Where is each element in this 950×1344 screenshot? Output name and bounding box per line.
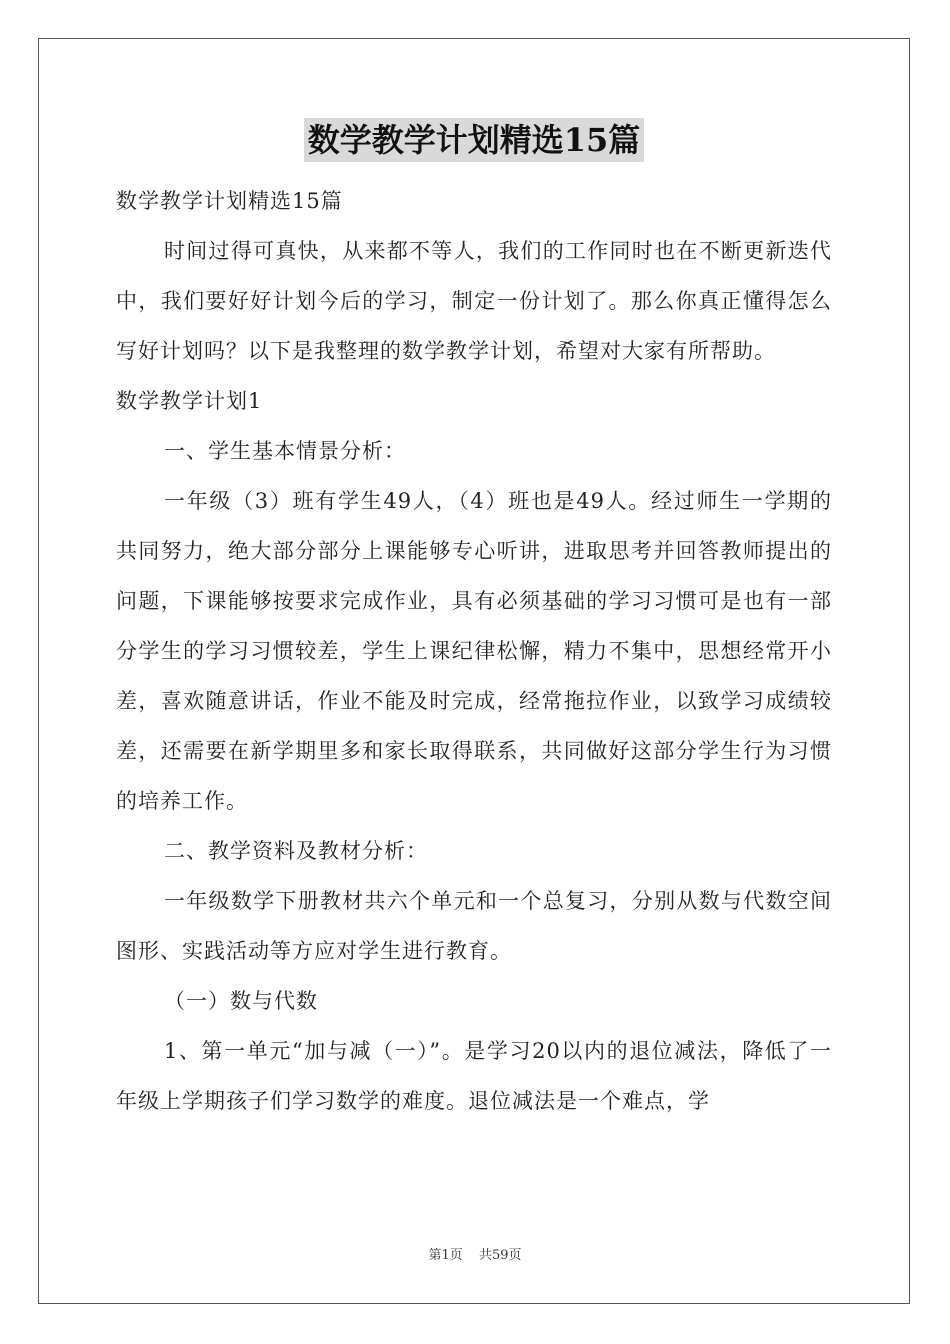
paragraph: （一）数与代数 [164, 989, 318, 1013]
document-body [116, 110, 832, 1126]
paragraph: 一年级数学下册教材共六个单元和一个总复习，分别从数与代数空间图形、实践活动等方应对学生进行教育。 [116, 889, 832, 963]
page-number: 第1页 [428, 1248, 463, 1263]
paragraph: 数学教学计划精选15篇 [116, 189, 343, 213]
paragraph: 一、学生基本情景分析： [164, 439, 406, 463]
page-total: 共59页 [478, 1248, 522, 1263]
paragraph: 二、教学资料及教材分析： [164, 839, 428, 863]
paragraph: 时间过得可真快，从来都不等人，我们的工作同时也在不断更新迭代中，我们要好好计划今后的学习，制定一份计划了。那么你真正懂得怎么写好计划吗？以下是我整理的数学教学计划，希望对大家有所帮助。 [116, 239, 832, 363]
document-title: 数学教学计划精选15篇 [304, 118, 645, 162]
paragraph: 数学教学计划1 [116, 389, 263, 413]
paragraph: 1、第一单元“加与减（一）”。是学习20以内的退位减法，降低了一年级上学期孩子们学习数学的难度。退位减法是一个难点，学 [116, 1039, 832, 1113]
page-footer [0, 1244, 950, 1263]
paragraph-list [116, 176, 832, 1126]
paragraph: 一年级（3）班有学生49人，（4）班也是49人。经过师生一学期的共同努力，绝大部分部分上课能够专心听讲，进取思考并回答教师提出的问题，下课能够按要求完成作业，具有必须基础的学习习惯可是也有一部分学生的学习习惯较差，学生上课纪律松懈，精力不集中，思想经常开小差，喜欢随意讲话，作业不能及时完成，经常拖拉作业，以致学习成绩较差，还需要在新学期里多和家长取得联系，共同做好这部分学生行为习惯的培养工作。 [116, 489, 832, 813]
title-wrap [116, 118, 832, 162]
